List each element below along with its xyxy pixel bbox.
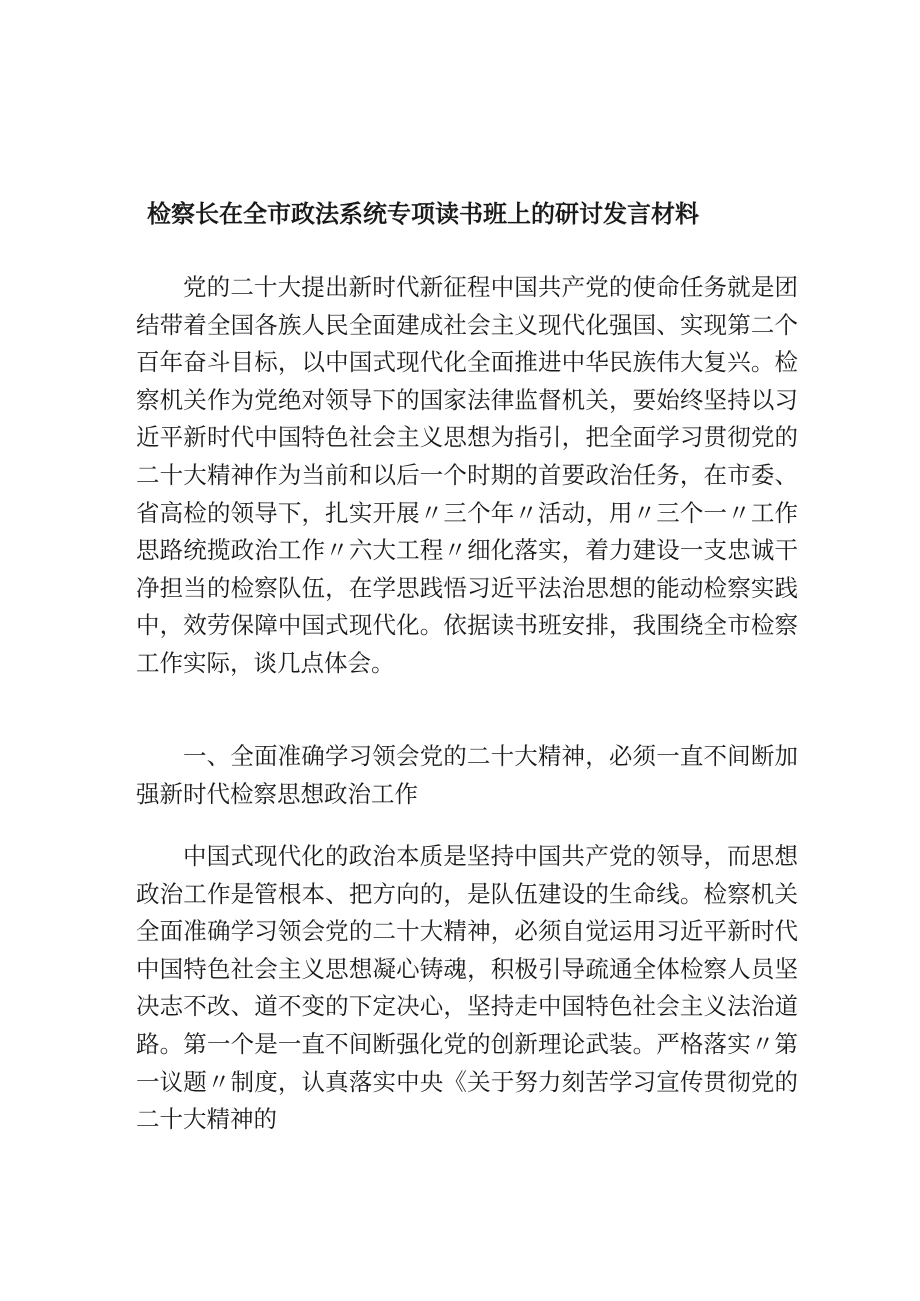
- document-title: 检察长在全市政法系统专项读书班上的研讨发言材料: [147, 200, 699, 228]
- section-1-paragraph: 中国式现代化的政治本质是坚持中国共产党的领导，而思想政治工作是管根本、把方向的，是队伍建设的生命线。检察机关全面准确学习领会党的二十大精神，必须自觉运用习近平新时代中国特色社会主义思想凝心铸魂，积极引导疏通全体检察人员坚决志不改、道不变的下定决心，坚持走中国特色社会主义法治道路。第一个是一直不间断强化党的创新理论武装。严格落实〃第一议题〃制度，认真落实中央《关于努力刻苦学习宣传贯彻党的二十大精神的: [136, 842, 798, 1134]
- intro-paragraph: 党的二十大提出新时代新征程中国共产党的使命任务就是团结带着全国各族人民全面建成社会主义现代化强国、实现第二个百年奋斗目标，以中国式现代化全面推进中华民族伟大复兴。检察机关作为党绝对领导下的国家法律监督机关，要始终坚持以习近平新时代中国特色社会主义思想为指引，把全面学习贯彻党的二十大精神作为当前和以后一个时期的首要政治任务，在市委、省高检的领导下，扎实开展〃三个年〃活动，用〃三个一〃工作思路统揽政治工作〃六大工程〃细化落实，着力建设一支忠诚干净担当的检察队伍，在学思践悟习近平法治思想的能动检察实践中，效劳保障中国式现代化。依据读书班安排，我围绕全市检察工作实际，谈几点体会。: [136, 273, 798, 677]
- section-heading-1: 一、全面准确学习领会党的二十大精神，必须一直不间断加强新时代检察思想政治工作: [136, 742, 798, 808]
